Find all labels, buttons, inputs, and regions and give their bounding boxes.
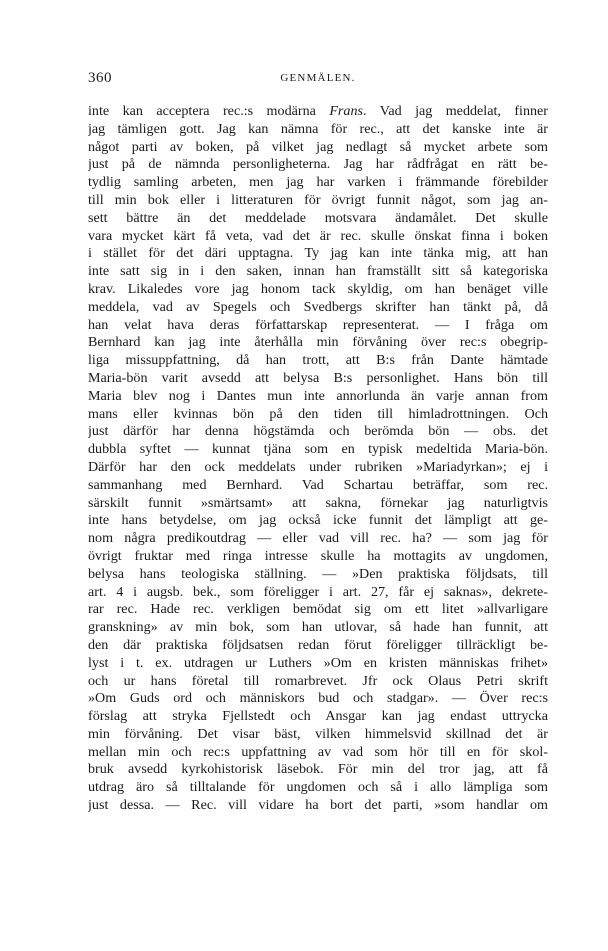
text-line: »Om Guds ord och människors bud och stadgar». — Över rec:s [88, 690, 548, 707]
text-line: lyst i t. ex. utdragen ur Luthers »Om en kristen människas frihet» [88, 654, 548, 671]
text-line: rar rec. Hade rec. verkligen bemödat sig om ett litet »allvarligare [88, 601, 548, 618]
text-line: min förvåning. Det visar bäst, vilken himmelsvid skillnad det är [88, 725, 548, 742]
body-text [88, 103, 548, 815]
text-line: just därför har denna högstämda och berömda bön — obs. det [88, 423, 548, 440]
text-line: han velat hava deras författarskap representerat. — I fråga om [88, 316, 548, 333]
running-head: GENMÄLEN. [280, 72, 356, 84]
page-header [88, 70, 548, 90]
text-line: något parti av boken, på vilket jag nedlagt så mycket arbete som [88, 138, 548, 155]
text-line: krav. Likaledes vore jag honom tack skyldig, om han benäget ville [88, 280, 548, 297]
text-line: art. 4 i augsb. bek., som föreligger i art. 27, får ej saknas», dekrete- [88, 583, 548, 600]
text-line: meddela, vad av Spegels och Svedbergs skrifter han tänkt på, då [88, 298, 548, 315]
text-line: mellan min och rec:s uppfattning av vad som hör till en för skol- [88, 743, 548, 760]
text-line: inte hans betydelse, om jag också icke funnit det lämpligt att ge- [88, 512, 548, 529]
text-line: just dessa. — Rec. vill vidare ha bort det parti, »som handlar om [88, 797, 548, 814]
text-line: Maria blev nog i Dantes mun inte annorlunda än varje annan from [88, 387, 548, 404]
text-line: inte satt sig in i den saken, innan han framställt sitt så kategoriska [88, 263, 548, 280]
text-line: vara mycket kärt få veta, vad det är rec. skulle önskat finna i boken [88, 227, 548, 244]
text-line: dubbla syftet — kunnat tjäna som en typisk medeltida Maria-bön. [88, 441, 548, 458]
text-line: jag tämligen gott. Jag kan nämna för rec., att det kanske inte är [88, 120, 548, 137]
text-line: granskning» av min bok, som han utlovar, så hade han funnit, att [88, 619, 548, 636]
text-line: och ur hans företal till romarbrevet. Jfr ock Olaus Petri skrift [88, 672, 548, 689]
text-line: till min bok eller i litteraturen för övrigt funnit något, som jag an- [88, 191, 548, 208]
text-line: belysa hans teologiska ställning. — »Den praktiska följdsats, till [88, 565, 548, 582]
text-line: den där praktiska följdsatsen redan förut föreligger tillräckligt be- [88, 636, 548, 653]
text-line: nom några predikoutdrag — eller vad vill rec. ha? — som jag för [88, 530, 548, 547]
text-line: tydlig samling arbeten, men jag har varken i främmande förebilder [88, 174, 548, 191]
text-line: just på de nämnda personligheterna. Jag har rådfrågat en rätt be- [88, 156, 548, 173]
text-line: i stället för det däri upptagna. Ty jag kan inte tänka mig, att han [88, 245, 548, 262]
text-line: inte kan acceptera rec.:s modärna Frans. Vad jag meddelat, finner [88, 103, 548, 119]
text-line: bruk avsedd kyrkohistorisk läsebok. För min del tror jag, att få [88, 761, 548, 778]
text-line: liga missuppfattning, då han trott, att B:s från Dante hämtade [88, 352, 548, 369]
text-line: Därför har den ock meddelats under rubriken »Mariadyrkan»; ej i [88, 458, 548, 475]
text-line: särskilt funnit »smärtsamt» att sakna, förnekar jag naturligtvis [88, 494, 548, 511]
text-line: utdrag äro så tilltalande för ungdomen och så i allo lämpliga som [88, 779, 548, 796]
text-line: Maria-bön varit avsedd att belysa B:s personlighet. Hans bön till [88, 369, 548, 386]
text-line: övrigt fruktar med ringa intresse skulle ha mottagits av ungdomen, [88, 547, 548, 564]
text-line: sett bättre än det meddelade motsvara ändamålet. Det skulle [88, 209, 548, 226]
page-number: 360 [88, 70, 112, 86]
text-line: sammanhang med Bernhard. Vad Schartau beträffar, som rec. [88, 476, 548, 493]
text-line: Bernhard kan jag inte återhålla min förvåning över rec:s obegrip- [88, 334, 548, 351]
text-line: mans eller kvinnas bön på den tiden till himladrottningen. Och [88, 405, 548, 422]
text-line: förslag att stryka Fjellstedt och Ansgar kan jag endast uttrycka [88, 708, 548, 725]
